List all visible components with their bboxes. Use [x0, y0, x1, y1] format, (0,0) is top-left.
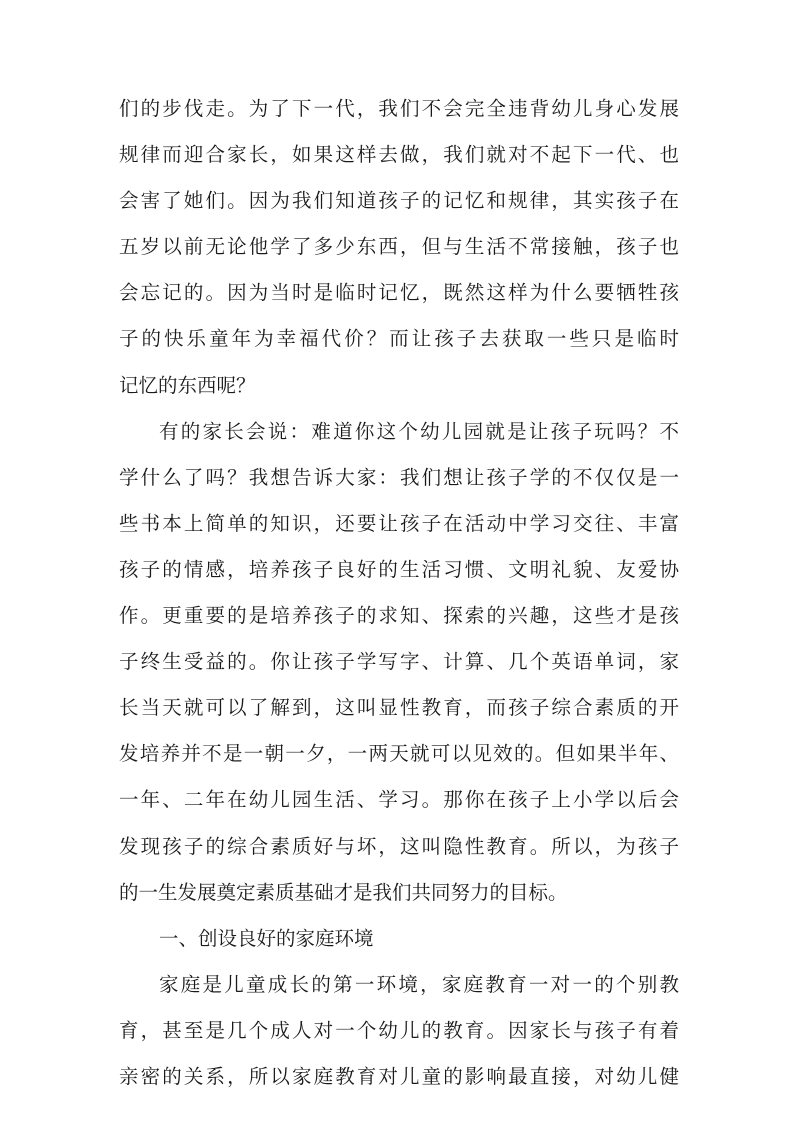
body-text [119, 86, 679, 1100]
text-line: 记忆的东西呢？ [119, 373, 256, 397]
text-line: 作。更重要的是培养孩子的求知、探索的兴趣，这些才是孩 [119, 604, 679, 628]
text-line: 会害了她们。因为我们知道孩子的记忆和规律，其实孩子在 [119, 189, 679, 213]
text-line: 一年、二年在幼儿园生活、学习。那你在孩子上小学以后会 [119, 788, 679, 812]
text-line: 们的步伐走。为了下一代，我们不会完全违背幼儿身心发展 [119, 97, 679, 120]
text-line: 长当天就可以了解到，这叫显性教育，而孩子综合素质的开 [119, 696, 679, 720]
text-line: 学什么了吗？我想告诉大家：我们想让孩子学的不仅仅是一 [119, 465, 679, 489]
text-line: 的一生发展奠定素质基础才是我们共同努力的目标。 [119, 880, 568, 904]
section-heading: 一、创设良好的家庭环境 [159, 926, 374, 950]
paragraph-first-line: 有的家长会说：难道你这个幼儿园就是让孩子玩吗？不 [159, 419, 679, 443]
text-line: 子的快乐童年为幸福代价？而让孩子去获取一些只是临时 [119, 327, 679, 351]
text-line: 亲密的关系，所以家庭教育对儿童的影响最直接，对幼儿健 [119, 1064, 679, 1088]
text-line: 规律而迎合家长，如果这样去做，我们就对不起下一代、也 [119, 143, 679, 167]
text-line: 发培养并不是一朝一夕，一两天就可以见效的。但如果半年、 [119, 742, 679, 766]
text-line: 子终生受益的。你让孩子学写字、计算、几个英语单词，家 [119, 650, 679, 674]
text-line: 发现孩子的综合素质好与坏，这叫隐性教育。所以，为孩子 [119, 834, 679, 858]
text-line: 育，甚至是几个成人对一个幼儿的教育。因家长与孩子有着 [119, 1018, 679, 1042]
text-line: 会忘记的。因为当时是临时记忆，既然这样为什么要牺牲孩 [119, 281, 679, 305]
text-line: 孩子的情感，培养孩子良好的生活习惯、文明礼貌、友爱协 [119, 557, 679, 581]
paragraph-first-line: 家庭是儿童成长的第一环境，家庭教育一对一的个别教 [159, 972, 679, 996]
text-line: 些书本上简单的知识，还要让孩子在活动中学习交往、丰富 [119, 511, 679, 535]
text-line: 五岁以前无论他学了多少东西，但与生活不常接触，孩子也 [119, 235, 679, 259]
